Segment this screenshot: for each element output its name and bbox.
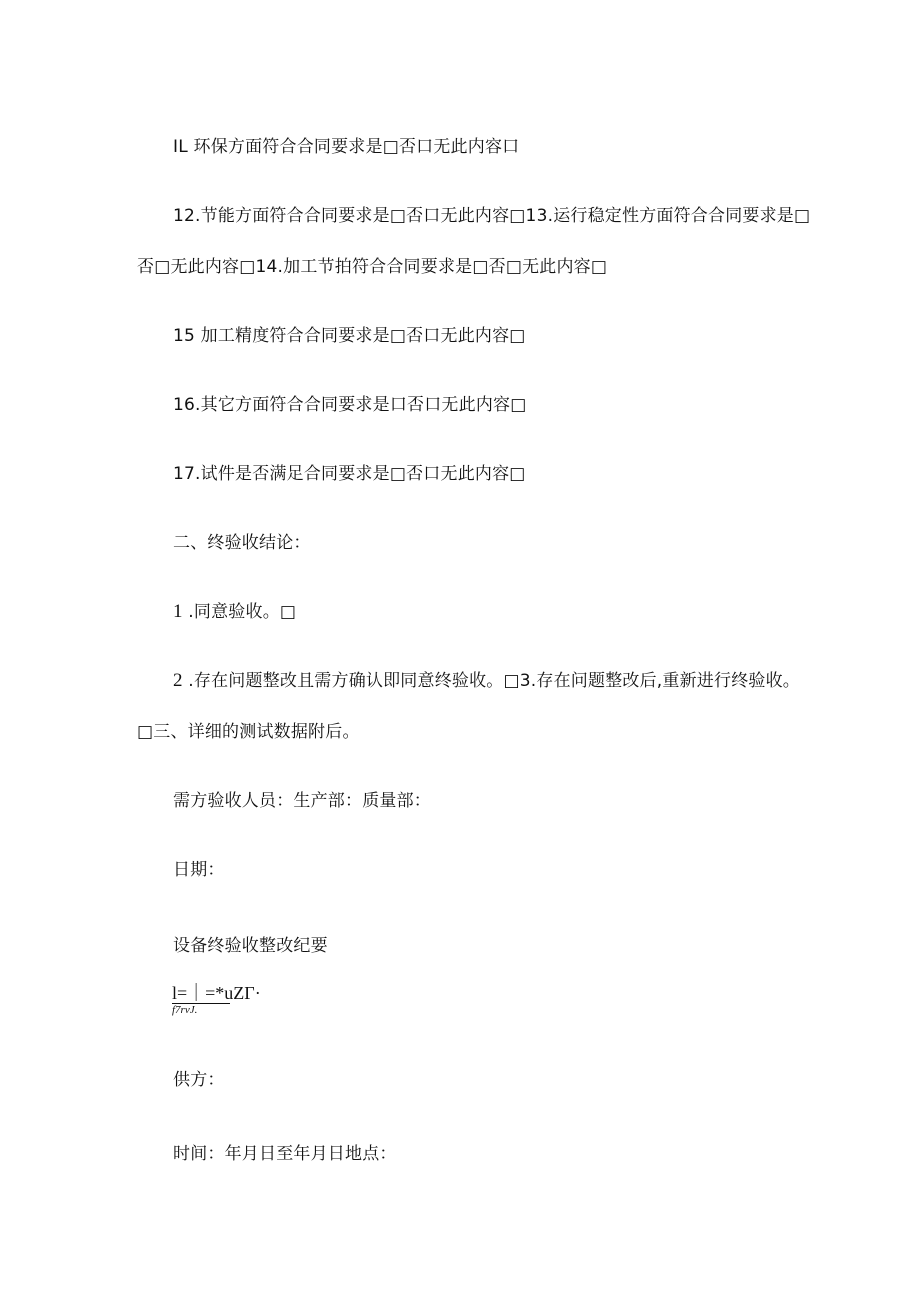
buyer-acceptance-personnel: 需方验收人员：生产部：质量部：: [173, 791, 431, 811]
conclusion-1: [173, 601, 296, 623]
item-15-precision: 15 加工精度符合合同要求是□否口无此内容□: [173, 326, 526, 346]
supplier-label: 供方：: [173, 1070, 225, 1090]
rectification-minutes-title: 设备终验收整改纪要: [173, 936, 328, 956]
item-11-environmental: IL 环保方面符合合同要求是□否口无此内容口: [173, 137, 520, 157]
signature-scribble-top: l=｜=*uZГ·: [172, 983, 261, 1003]
conclusion-2-3: [173, 670, 800, 692]
item-17-test-piece: 17.试件是否满足合同要求是□否口无此内容□: [173, 464, 526, 484]
item-12-14-continuation: 否□无此内容□14.加工节拍符合合同要求是□否□无此内容□: [137, 257, 608, 277]
item-16-other: 16.其它方面符合合同要求是口否口无此内容□: [173, 395, 527, 415]
time-location-label: 时间：年月日至年月日地点：: [173, 1144, 397, 1164]
signature-scribble-bottom: f7rvJ.: [172, 1004, 198, 1016]
item-12-13-energy-stability: 12.节能方面符合合同要求是□否口无此内容□13.运行稳定性方面符合合同要求是□: [173, 206, 811, 226]
conclusion-1-text: .同意验收。□: [182, 602, 297, 622]
date-label: 日期：: [173, 860, 225, 880]
conclusion-2-3-text: .存在问题整改且需方确认即同意终验收。□3.存在问题整改后,重新进行终验收。: [182, 671, 800, 691]
section-3-heading: □三、详细的测试数据附后。: [137, 722, 360, 742]
section-2-heading: 二、终验收结论：: [173, 533, 311, 553]
conclusion-2-number: 2: [173, 670, 183, 691]
conclusion-1-number: 1: [173, 601, 183, 622]
